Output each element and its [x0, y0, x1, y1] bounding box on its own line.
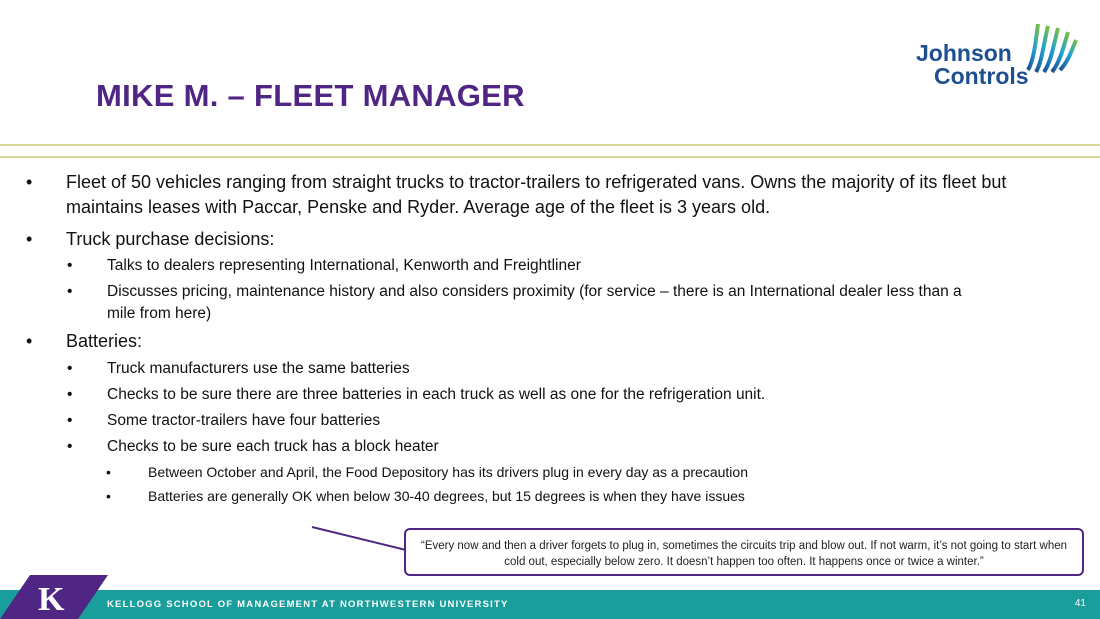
bullet-fleet: • Fleet of 50 vehicles ranging from straight trucks to tractor-trailers to refrigerated vans. Owns the majority of its fleet but maintains leases with Paccar, Penske and Ryder. Average age of the fleet is 3 years old. — [26, 172, 1007, 217]
logo-swoosh-icon — [1024, 20, 1080, 76]
kellogg-k-letter: K — [38, 581, 65, 618]
footer-text: KELLOGG SCHOOL OF MANAGEMENT AT NORTHWESTERN UNIVERSITY — [107, 599, 509, 610]
sub-bullet-same-batteries: • Truck manufacturers use the same batteries — [67, 360, 410, 377]
subsub-bullet-degrees: • Batteries are generally OK when below 30-40 degrees, but 15 degrees is when they have issues — [106, 488, 745, 504]
sub-bullet-four-batteries: • Some tractor-trailers have four batteries — [67, 412, 381, 429]
sub-bullet-three-batteries: • Checks to be sure there are three batteries in each truck as well as one for the refrigeration unit. — [67, 386, 766, 403]
slide-title: MIKE M. – FLEET MANAGER — [96, 78, 525, 113]
logo-line-1: Johnson — [916, 40, 1012, 66]
bullet-truck-purchase: • Truck purchase decisions: — [26, 229, 275, 249]
bullet-batteries: • Batteries: — [26, 331, 143, 351]
sub-bullet-dealers: • Talks to dealers representing International, Kenworth and Freightliner — [67, 257, 581, 274]
kellogg-k-logo — [0, 575, 108, 619]
page-number: 41 — [1074, 598, 1086, 609]
footer-bar — [0, 590, 1100, 619]
header-rule-bottom — [0, 156, 1100, 158]
sub-bullet-pricing: • Discusses pricing, maintenance history and also considers proximity (for service – there is an International dealer less than a mile from here) — [67, 283, 962, 322]
johnson-controls-logo — [916, 20, 1086, 96]
header-rule-top — [0, 144, 1100, 146]
quote-callout: “Every now and then a driver forgets to plug in, sometimes the circuits trip and blow out. If not warm, it’s not going to start when cold out, especially below zero. It doesn’t happen too often. It happens once or twice a winter.” — [404, 528, 1084, 576]
callout-pointer — [310, 524, 410, 554]
subsub-bullet-plug-in: • Between October and April, the Food Depository has its drivers plug in every day as a precaution — [106, 464, 748, 480]
sub-bullet-block-heater: • Checks to be sure each truck has a block heater — [67, 438, 439, 455]
logo-line-2: Controls — [934, 63, 1029, 89]
